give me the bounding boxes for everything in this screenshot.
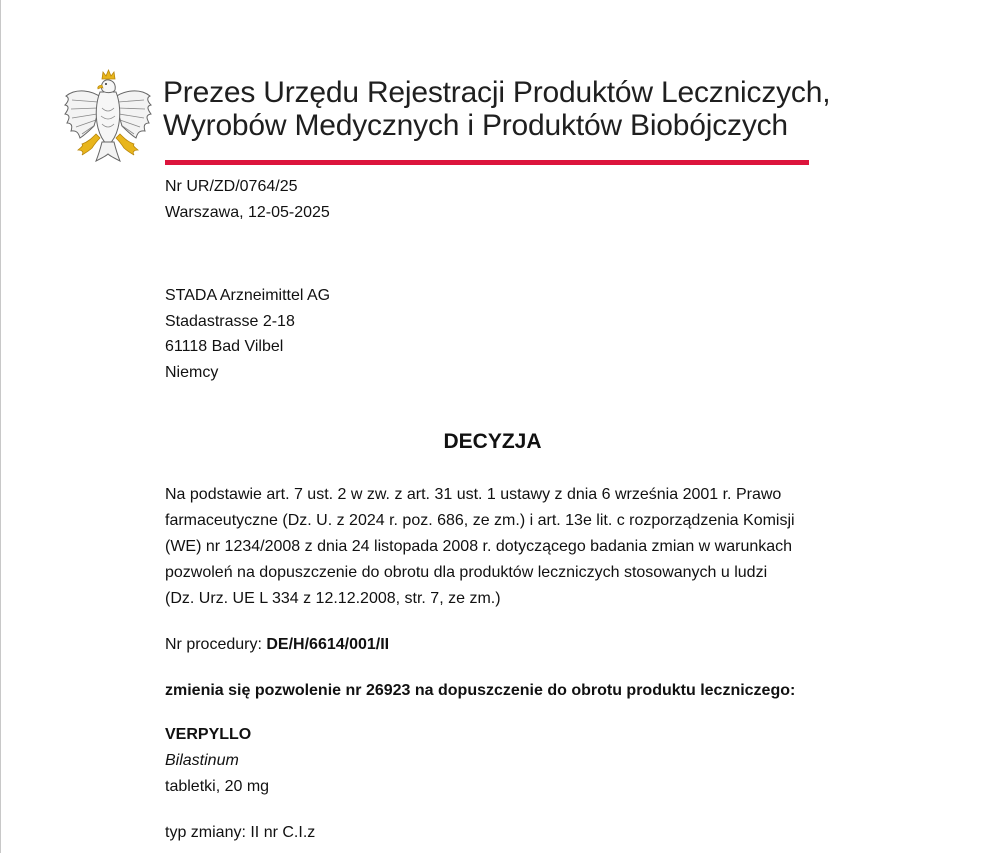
change-type: typ zmiany: II nr C.I.z [165, 824, 316, 841]
legal-basis-line: farmaceutyczne (Dz. U. z 2024 r. poz. 686, ze zm.) i art. 13e lit. c rozporządzenia Komisji [165, 512, 795, 529]
product-name: VERPYLLO [165, 726, 252, 743]
polish-eagle-emblem-icon [62, 68, 154, 164]
change-statement: zmienia się pozwolenie nr 26923 na dopuszczenie do obrotu produktu leczniczego: [165, 682, 796, 699]
procedure-number: DE/H/6614/001/II [266, 636, 390, 653]
place-date: Warszawa, 12-05-2025 [165, 204, 330, 221]
addressee-line-3: 61118 Bad Vilbel [165, 338, 284, 355]
authority-line-2: Wyrobów Medycznych i Produktów Biobójczych [163, 109, 788, 142]
page-edge [0, 0, 1, 853]
legal-basis-line: Na podstawie art. 7 ust. 2 w zw. z art. 31 ust. 1 ustawy z dnia 6 września 2001 r. Prawo [165, 486, 782, 503]
procedure-label: Nr procedury: [165, 636, 267, 653]
legal-basis-paragraph [165, 482, 830, 612]
reference-number: Nr UR/ZD/0764/25 [165, 178, 298, 195]
addressee-line-1: STADA Arzneimittel AG [165, 287, 331, 304]
legal-basis-line: (Dz. Urz. UE L 334 z 12.12.2008, str. 7, ze zm.) [165, 590, 501, 607]
addressee-block [165, 283, 330, 385]
issuing-authority [163, 76, 830, 142]
header-rule [165, 160, 809, 165]
decision-heading: DECYZJA [443, 430, 542, 453]
document-meta [165, 174, 330, 226]
active-substance: Bilastinum [165, 752, 239, 769]
addressee-line-2: Stadastrasse 2-18 [165, 312, 295, 330]
form-strength: tabletki, 20 mg [165, 778, 270, 795]
procedure-line [165, 632, 389, 658]
authority-line-1: Prezes Urzędu Rejestracji Produktów Leczniczych, [163, 76, 831, 109]
legal-basis-line: pozwoleń na dopuszczenie do obrotu dla produktów leczniczych stosowanych u ludzi [165, 564, 768, 581]
legal-basis-line: (WE) nr 1234/2008 z dnia 24 listopada 2008 r. dotyczącego badania zmian w warunkach [165, 538, 793, 555]
addressee-line-4: Niemcy [165, 363, 219, 381]
